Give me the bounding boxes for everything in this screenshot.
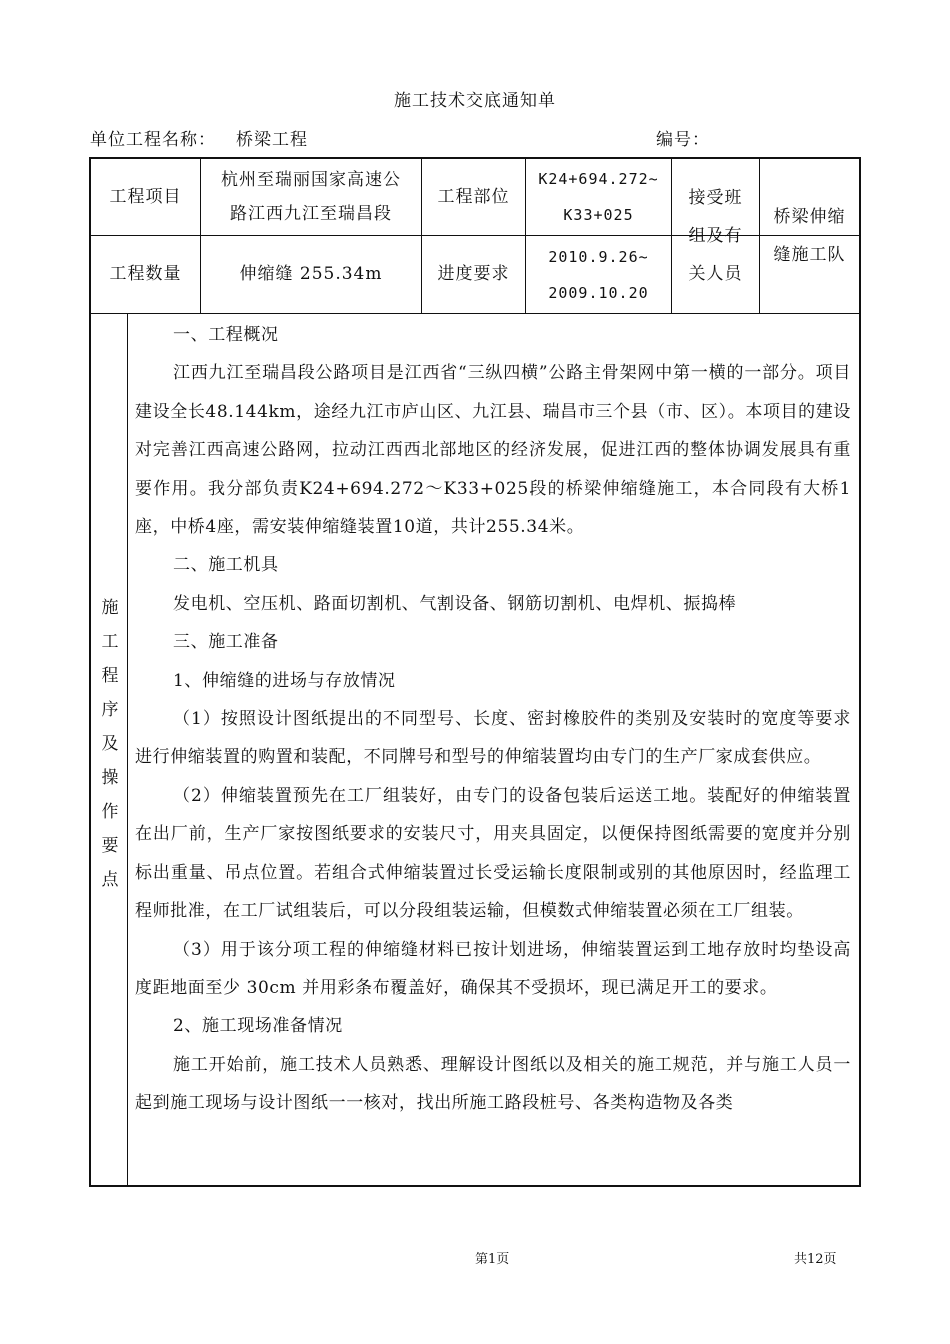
paragraph: 施工开始前，施工技术人员熟悉、理解设计图纸以及相关的施工规范，并与施工人员一起到施工现场与设计图纸一一核对，找出所施工路段桩号、各类构造物及各类 xyxy=(135,1054,851,1114)
procedure-side-label-text: 施工程序及操作要点 xyxy=(97,597,118,904)
receiver-value xyxy=(760,159,859,313)
schedule-label xyxy=(422,236,525,313)
quantity-label-text: 工程数量 xyxy=(109,264,182,284)
paragraph: （3）用于该分项工程的伸缩缝材料已按计划进场，伸缩装置运到工地存放时均垫设高度距地面至少 30cm 并用彩条布覆盖好，确保其不受损坏，现已满足开工的要求。 xyxy=(135,939,851,998)
quantity-value-text: 伸缩缝 255.34m xyxy=(239,264,383,284)
location-value xyxy=(526,159,671,235)
procedure-content xyxy=(135,316,851,1123)
project-label xyxy=(91,159,200,235)
location-value-line1: K24+694.272~ xyxy=(538,170,659,188)
page-total: 共12页 xyxy=(794,1252,837,1267)
section-heading: 一、工程概况 xyxy=(173,325,279,345)
paragraph: 江西九江至瑞昌段公路项目是江西省“三纵四横”公路主骨架网中第一横的一部分。项目建设全长48.144km，途经九江市庐山区、九江县、瑞昌市三个县（市、区）。本项目的建设对完善江西高速公路网，拉动江西西北部地区的经济发展，促进江西的整体协调发展具有重要作用。我分部负责K24+694.272～K33+025段的桥梁伸缩缝施工，本合同段有大桥1座，中桥4座，需安装伸缩缝装置10道，共计255.34米。 xyxy=(135,363,851,538)
table-rule xyxy=(89,313,861,314)
location-label-text: 工程部位 xyxy=(437,186,510,207)
receiver-value-line1: 桥梁伸缩 xyxy=(773,207,846,227)
location-label xyxy=(422,159,525,235)
schedule-value-line2: 2009.10.20 xyxy=(548,283,649,302)
project-value-line2: 路江西九江至瑞昌段 xyxy=(230,204,392,224)
receiver-label-line1: 接受班 xyxy=(688,188,743,208)
quantity-label xyxy=(91,236,200,313)
unit-name-label: 单位工程名称： xyxy=(90,130,216,150)
quantity-value xyxy=(201,236,421,313)
section-heading: 二、施工机具 xyxy=(173,555,279,576)
section-heading: 三、施工准备 xyxy=(173,632,279,653)
schedule-value-line1: 2010.9.26~ xyxy=(548,247,649,266)
number-label: 编号： xyxy=(656,130,710,150)
paragraph: 发电机、空压机、路面切割机、气割设备、钢筋切割机、电焊机、振捣棒 xyxy=(173,593,737,614)
project-label-text: 工程项目 xyxy=(109,186,182,207)
table-rule xyxy=(127,313,128,1187)
schedule-label-text: 进度要求 xyxy=(437,264,510,284)
receiver-label-line2: 组及有 xyxy=(688,226,743,246)
procedure-side-label xyxy=(89,314,127,1187)
subsection-heading: 2、施工现场准备情况 xyxy=(173,1016,343,1037)
receiver-label xyxy=(672,159,759,313)
receiver-label-line3: 关人员 xyxy=(688,264,743,284)
page-number: 第1页 xyxy=(475,1252,510,1267)
paragraph: （2）伸缩装置预先在工厂组装好，由专门的设备包装后运送工地。装配好的伸缩装置在出厂前，生产厂家按图纸要求的安装尺寸，用夹具固定，以便保持图纸需要的宽度并分别标出重量、吊点位置。若组合式伸缩装置过长受运输长度限制或别的其他原因时，经监理工程师批准，在工厂试组装后，可以分段组装运输，但模数式伸缩装置必须在工厂组装。 xyxy=(135,785,851,922)
receiver-value-line2: 缝施工队 xyxy=(773,245,846,265)
paragraph: （1）按照设计图纸提出的不同型号、长度、密封橡胶件的类别及安装时的宽度等要求进行伸缩装置的购置和装配，不同牌号和型号的伸缩装置均由专门的生产厂家成套供应。 xyxy=(135,709,851,768)
location-value-line2: K33+025 xyxy=(563,206,634,224)
unit-name-value: 桥梁工程 xyxy=(236,130,308,150)
subsection-heading: 1、伸缩缝的进场与存放情况 xyxy=(173,670,396,691)
schedule-value xyxy=(526,236,671,313)
project-value xyxy=(201,159,421,235)
document-title: 施工技术交底通知单 xyxy=(394,91,556,111)
project-value-line1: 杭州至瑞丽国家高速公 xyxy=(221,170,401,190)
